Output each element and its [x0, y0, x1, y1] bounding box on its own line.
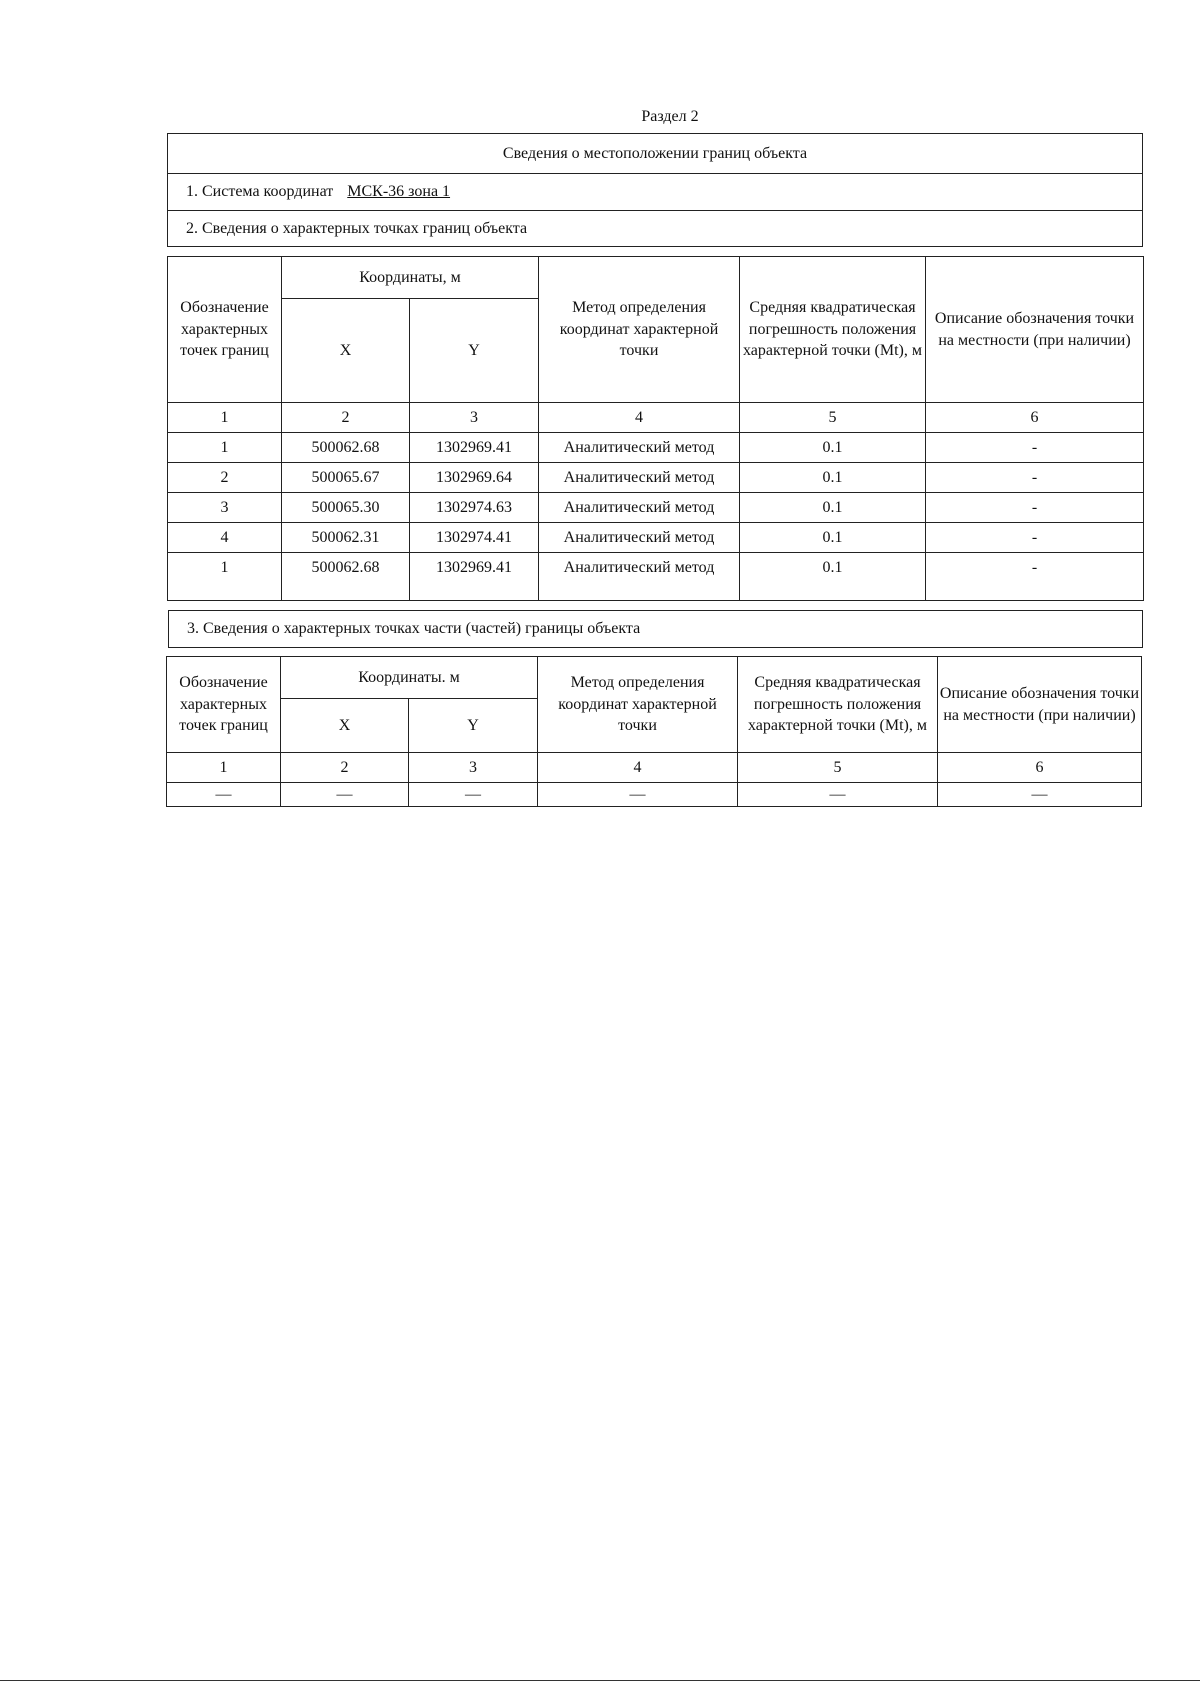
header-method: Метод определения координат характерной точки: [539, 257, 740, 403]
error: 0.1: [740, 523, 926, 553]
header-coords: Координаты, м: [282, 257, 539, 299]
coord-y: 1302969.41: [410, 433, 539, 463]
point-id: 4: [168, 523, 282, 553]
header-designation: Обозначение характерных точек границ: [168, 257, 282, 403]
method: Аналитический метод: [539, 493, 740, 523]
error: 0.1: [740, 553, 926, 601]
header-method: Метод определения координат характерной точки: [538, 657, 738, 753]
coord-x: 500062.31: [282, 523, 410, 553]
col-number: 6: [926, 403, 1144, 433]
point-id: —: [167, 783, 281, 807]
method: —: [538, 783, 738, 807]
header-x: X: [281, 699, 409, 753]
coord-y: 1302969.41: [410, 553, 539, 601]
header-description: Описание обозначения точки на местности (при наличии): [938, 657, 1142, 753]
header-coords: Координаты. м: [281, 657, 538, 699]
table-row: [168, 433, 1144, 463]
method: Аналитический метод: [539, 523, 740, 553]
block-title: Сведения о местоположении границ объекта: [502, 144, 808, 162]
coord-y: 1302969.64: [410, 463, 539, 493]
header-error: Средняя квадратическая погрешность положения характерной точки (Mt), м: [740, 257, 926, 403]
col-number-row: [168, 403, 1144, 433]
col-number: 6: [938, 753, 1142, 783]
description: -: [926, 523, 1144, 553]
part-points-table: [166, 656, 1142, 807]
point-id: 2: [168, 463, 282, 493]
table-row: [168, 493, 1144, 523]
description: -: [926, 553, 1144, 601]
coord-x: 500065.67: [282, 463, 410, 493]
col-number: 4: [539, 403, 740, 433]
description: -: [926, 463, 1144, 493]
coord-y: 1302974.63: [410, 493, 539, 523]
points-title: 2. Сведения о характерных точках границ объекта: [186, 219, 528, 237]
col-number: 4: [538, 753, 738, 783]
point-id: 1: [168, 433, 282, 463]
col-number: 5: [738, 753, 938, 783]
error: 0.1: [740, 433, 926, 463]
col-number: 5: [740, 403, 926, 433]
method: Аналитический метод: [539, 463, 740, 493]
method: Аналитический метод: [539, 553, 740, 601]
point-id: 1: [168, 553, 282, 601]
description: —: [938, 783, 1142, 807]
col-number: 1: [168, 403, 282, 433]
header-y: Y: [409, 699, 538, 753]
header-x: X: [282, 299, 410, 403]
boundary-points-table: [167, 256, 1144, 601]
description: -: [926, 433, 1144, 463]
coord-x: 500062.68: [282, 433, 410, 463]
page-bottom-rule: [0, 1680, 1200, 1681]
col-number: 3: [409, 753, 538, 783]
parts-title-block: [168, 610, 1143, 648]
header-designation: Обозначение характерных точек границ: [167, 657, 281, 753]
section-label: Раздел 2: [641, 108, 699, 125]
point-id: 3: [168, 493, 282, 523]
header-description: Описание обозначения точки на местности (при наличии): [926, 257, 1144, 403]
table-row: [168, 553, 1144, 601]
col-number: 2: [281, 753, 409, 783]
error: 0.1: [740, 493, 926, 523]
coord-system-label: 1. Система координат: [186, 183, 334, 200]
col-number: 3: [410, 403, 539, 433]
header-error: Средняя квадратическая погрешность положения характерной точки (Mt), м: [738, 657, 938, 753]
col-number: 1: [167, 753, 281, 783]
error: —: [738, 783, 938, 807]
coord-y: 1302974.41: [410, 523, 539, 553]
coord-x: 500062.68: [282, 553, 410, 601]
error: 0.1: [740, 463, 926, 493]
col-number: 2: [282, 403, 410, 433]
header-y: Y: [410, 299, 539, 403]
table-row: [168, 523, 1144, 553]
method: Аналитический метод: [539, 433, 740, 463]
coord-x: 500065.30: [282, 493, 410, 523]
parts-title: 3. Сведения о характерных точках части (частей) границы объекта: [187, 620, 641, 637]
description: -: [926, 493, 1144, 523]
coord-x: —: [281, 783, 409, 807]
location-header-block: [167, 133, 1143, 247]
col-number-row: [167, 753, 1142, 783]
coord-system-value: МСК-36 зона 1: [347, 183, 451, 200]
coord-y: —: [409, 783, 538, 807]
table-row: [168, 463, 1144, 493]
table-row: [167, 783, 1142, 807]
